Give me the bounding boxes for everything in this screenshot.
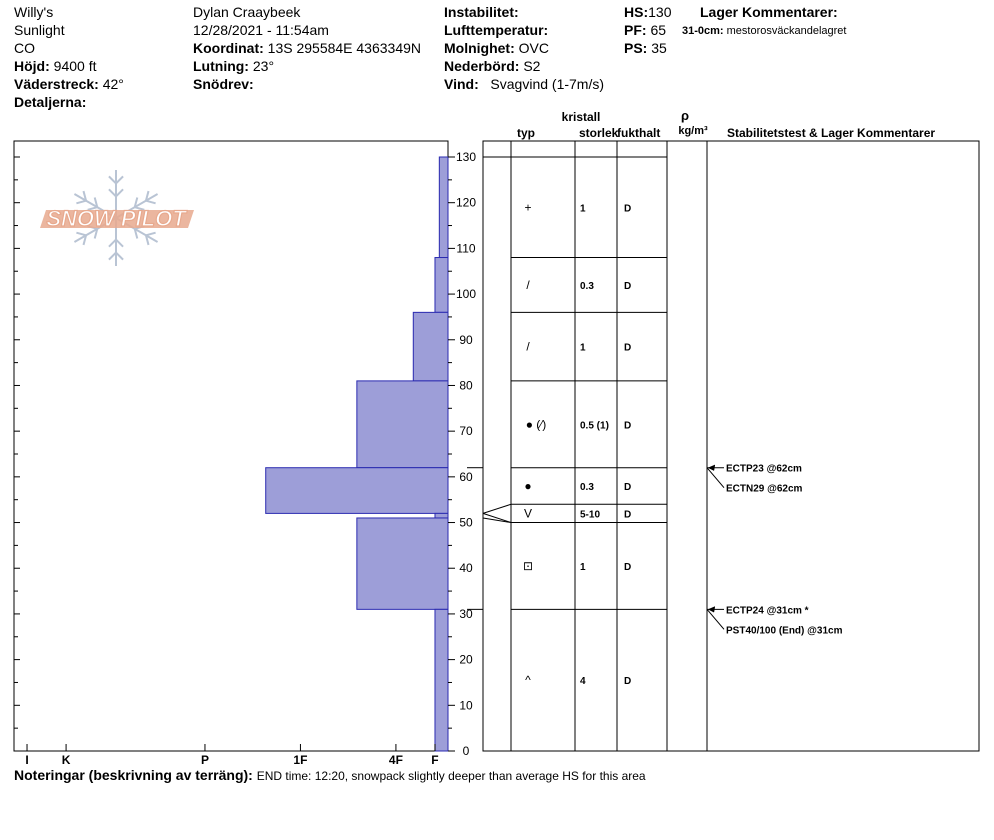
snowflake-branch [76, 233, 86, 236]
snowflake-branch [109, 176, 116, 183]
layer-moisture: D [624, 481, 632, 493]
aspect-label: Väderstreck: [14, 76, 99, 92]
layer-moisture: D [624, 676, 632, 688]
stability-test-label: ECTP23 @62cm [726, 463, 802, 475]
layer-type-symbol: + [524, 200, 532, 215]
snowflake-branch [109, 189, 116, 196]
hardness-bar [435, 609, 448, 751]
slope-label: Lutning: [193, 58, 249, 74]
hardness-tick-label: 4F [388, 753, 403, 767]
layer-connector [483, 504, 511, 513]
hardness-bar [266, 468, 448, 514]
cloud-value: OVC [518, 40, 549, 56]
snowflake-branch [116, 240, 123, 247]
layer-type-symbol: V [523, 506, 533, 521]
snowflake-branch [109, 240, 116, 247]
snowflake-branch [116, 253, 123, 260]
layer-size: 1 [580, 342, 586, 354]
wind-label: Vind: [444, 76, 479, 92]
hardness-bar [435, 258, 448, 313]
layer-size: 5-10 [580, 509, 601, 521]
layer-moisture: D [624, 203, 632, 215]
layer-comment-text: mestorosväckandelagret [726, 25, 847, 37]
hardness-tick-label: 1F [293, 753, 308, 767]
sublocation-name: Sunlight [14, 22, 65, 38]
location-name: Willy's [14, 4, 54, 20]
snowflake-branch [76, 201, 86, 204]
depth-axis [448, 150, 476, 758]
slope-value: 23° [252, 58, 275, 74]
instability-label: Instabilitet: [444, 4, 519, 20]
left-axis-ticks [14, 157, 20, 751]
snowflake-branch [109, 253, 116, 260]
layer-cells [523, 200, 631, 687]
depth-tick-label: 10 [459, 698, 473, 713]
stability-test-label: ECTP24 @31cm * [726, 605, 809, 617]
depth-tick-label: 100 [455, 287, 477, 302]
stability-tests [707, 464, 843, 637]
ps-label: PS: [624, 40, 648, 56]
hardness-tick-label: I [25, 753, 29, 767]
depth-tick-label: 130 [455, 150, 477, 164]
details-label: Detaljerna: [14, 94, 87, 110]
snowflake-branch [146, 201, 156, 204]
layer-table [483, 141, 979, 751]
layer-size: 0.5 (1) [580, 420, 609, 432]
hardness-tick-label: K [61, 753, 71, 767]
layer-moisture: D [624, 280, 632, 292]
wind-value: Svagvind (1-7m/s) [490, 76, 605, 92]
observation-datetime: 12/28/2021 - 11:54am [193, 22, 329, 38]
stability-test-label: PST40/100 (End) @31cm [726, 625, 843, 637]
depth-tick-label: 120 [455, 195, 477, 210]
stability-header: Stabilitetstest & Lager Kommentarer [727, 126, 936, 140]
layer-moisture: D [624, 561, 632, 573]
type-header: typ [517, 126, 535, 140]
depth-tick-label: 70 [459, 424, 473, 439]
layer-comment-range: 31-0cm: [682, 25, 724, 37]
layer-moisture: D [624, 509, 632, 521]
pf-label: PF: [624, 22, 647, 38]
layer-type-symbol: / [526, 277, 530, 292]
layer-type-symbol: ⊡ [522, 558, 534, 573]
layer-connector [483, 518, 511, 523]
depth-tick-label: 0 [462, 744, 470, 758]
hardness-bars [266, 157, 448, 751]
layer-moisture: D [624, 342, 632, 354]
snowflake-branch [116, 176, 123, 183]
layer-size: 1 [580, 561, 586, 573]
air-temperature-label: Lufttemperatur: [444, 22, 549, 38]
pf-value: 65 [650, 22, 667, 38]
hardness-bar [439, 157, 448, 258]
hardness-bar [357, 518, 448, 609]
layer-moisture: D [624, 420, 632, 432]
elevation-label: Höjd: [14, 58, 50, 74]
hardness-tick-label: F [431, 753, 439, 767]
depth-tick-label: 80 [459, 378, 473, 393]
hardness-tick-label: P [200, 753, 209, 767]
layer-type-symbol: ^ [525, 673, 531, 688]
depth-tick-label: 60 [459, 469, 473, 484]
cloud-label: Molnighet: [444, 40, 515, 56]
snowflake-branch [116, 189, 123, 196]
density-rho-header: ρ [680, 108, 690, 123]
precip-label: Nederbörd: [444, 58, 520, 74]
layer-type-symbol: ● (⁄) [525, 417, 547, 432]
coordinate-label: Koordinat: [193, 40, 264, 56]
aspect-value: 42° [102, 76, 124, 92]
notes-row [14, 767, 646, 783]
ps-value: 35 [651, 40, 667, 56]
hs-value: 130 [648, 4, 672, 20]
depth-tick-label: 50 [459, 515, 473, 530]
stability-arrow [707, 468, 724, 488]
stability-arrow [707, 609, 724, 629]
depth-tick-label: 90 [459, 332, 473, 347]
snowpilot-logo [40, 170, 194, 266]
hardness-axis [25, 744, 438, 767]
hardness-bar [357, 381, 448, 468]
layer-size: 0.3 [580, 481, 594, 493]
depth-tick-label: 40 [459, 561, 473, 576]
stability-test-label: ECTN29 @62cm [726, 483, 803, 495]
layer-table-frame [483, 141, 979, 751]
state-name: CO [14, 40, 35, 56]
precip-value: S2 [523, 58, 541, 74]
layer-comments-label: Lager Kommentarer: [700, 4, 838, 20]
hardness-bar [435, 513, 448, 518]
elevation-value: 9400 ft [53, 58, 97, 74]
notes-text: END time: 12:20, snowpack slightly deeper than average HS for this area [256, 769, 646, 783]
layer-size: 4 [580, 676, 586, 688]
notes-label: Noteringar (beskrivning av terräng): [14, 767, 253, 783]
layer-connector [483, 513, 511, 522]
observer-name: Dylan Craaybeek [193, 4, 301, 20]
drift-label: Snödrev: [193, 76, 254, 92]
layer-boundaries [467, 157, 707, 609]
layer-type-symbol: / [526, 339, 530, 354]
size-header: storlek [579, 126, 619, 140]
logo-text: SNOW PILOT [46, 206, 186, 231]
depth-tick-label: 30 [459, 606, 473, 621]
layer-size: 1 [580, 203, 586, 215]
layer-size: 0.3 [580, 280, 594, 292]
hardness-bar [413, 312, 448, 381]
coordinate-value: 13S 295584E 4363349N [267, 40, 422, 56]
hs-label: HS: [624, 4, 649, 20]
depth-tick-label: 110 [456, 241, 476, 256]
moisture-header: fukthalt [617, 126, 661, 140]
snowflake-branch [146, 233, 156, 236]
density-unit-header: kg/m³ [678, 125, 708, 137]
depth-tick-label: 20 [459, 652, 473, 667]
crystal-header: kristall [561, 110, 601, 124]
layer-type-symbol: ● [524, 478, 532, 493]
